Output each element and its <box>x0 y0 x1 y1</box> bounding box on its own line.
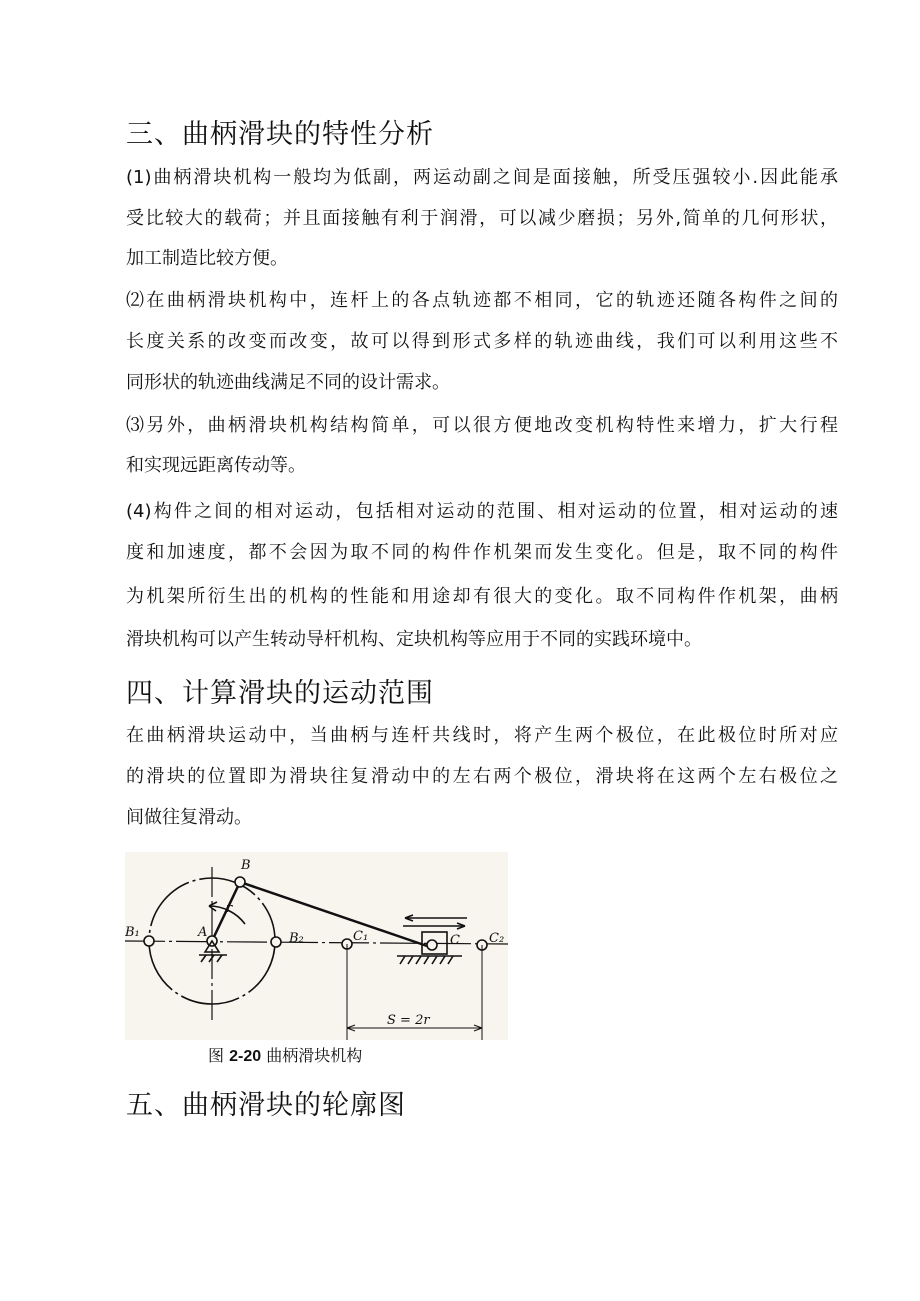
paragraph-line: 间做往复滑动。 <box>126 807 252 828</box>
label-C1: C₁ <box>353 929 369 944</box>
heading-section-4: 四、计算滑块的运动范围 <box>126 678 434 709</box>
label-C: C <box>450 933 460 948</box>
caption-text: 曲柄滑块机构 <box>266 1046 363 1065</box>
label-C2: C₂ <box>489 931 505 946</box>
label-stroke: S = 2r <box>387 1013 430 1028</box>
paragraph-line: 在曲柄滑块运动中，当曲柄与连杆共线时，将产生两个极位，在此极位时所对应 <box>126 725 838 746</box>
paragraph-line: ⑵在曲柄滑块机构中，连杆上的各点轨迹都不相同，它的轨迹还随各构件之间的 <box>126 290 838 311</box>
label-r: r <box>226 901 233 916</box>
paragraph-line: 长度关系的改变而改变，故可以得到形式多样的轨迹曲线，我们可以利用这些不 <box>126 331 838 352</box>
heading-section-3: 三、曲柄滑块的特性分析 <box>126 119 434 150</box>
paragraph-line: 受比较大的载荷；并且面接触有利于润滑，可以减少磨损；另外,简单的几何形状， <box>126 208 838 229</box>
label-B2: B₂ <box>289 931 304 946</box>
paragraph-line: 加工制造比较方便。 <box>126 248 288 269</box>
paragraph-line: 度和加速度，都不会因为取不同的构件作机架而发生变化。但是，取不同的构件 <box>126 542 838 563</box>
paragraph-line: 和实现远距离传动等。 <box>126 455 306 476</box>
paragraph-line: 同形状的轨迹曲线满足不同的设计需求。 <box>126 372 450 393</box>
paragraph-line: (4)构件之间的相对运动，包括相对运动的范围、相对运动的位置，相对运动的速 <box>126 501 838 522</box>
paragraph-line: 滑块机构可以产生转动导杆机构、定块机构等应用于不同的实践环境中。 <box>126 629 702 650</box>
paragraph-line: 为机架所衍生出的机构的性能和用途却有很大的变化。取不同构件作机架，曲柄 <box>126 586 838 607</box>
paragraph-line: (1)曲柄滑块机构一般均为低副，两运动副之间是面接触，所受压强较小.因此能承 <box>126 167 838 188</box>
paragraph-line: 的滑块的位置即为滑块往复滑动中的左右两个极位，滑块将在这两个左右极位之 <box>126 766 838 787</box>
figure-caption <box>208 1043 362 1066</box>
heading-section-5: 五、曲柄滑块的轮廓图 <box>126 1090 406 1121</box>
caption-prefix: 图 <box>208 1046 225 1065</box>
slider-crank-diagram <box>125 852 508 1040</box>
caption-number: 2-20 <box>229 1048 262 1065</box>
label-A: A <box>198 925 208 940</box>
paragraph-line: ⑶另外，曲柄滑块机构结构简单，可以很方便地改变机构特性来增力，扩大行程 <box>126 415 838 436</box>
label-B1: B₁ <box>125 925 140 940</box>
label-B: B <box>241 858 251 873</box>
